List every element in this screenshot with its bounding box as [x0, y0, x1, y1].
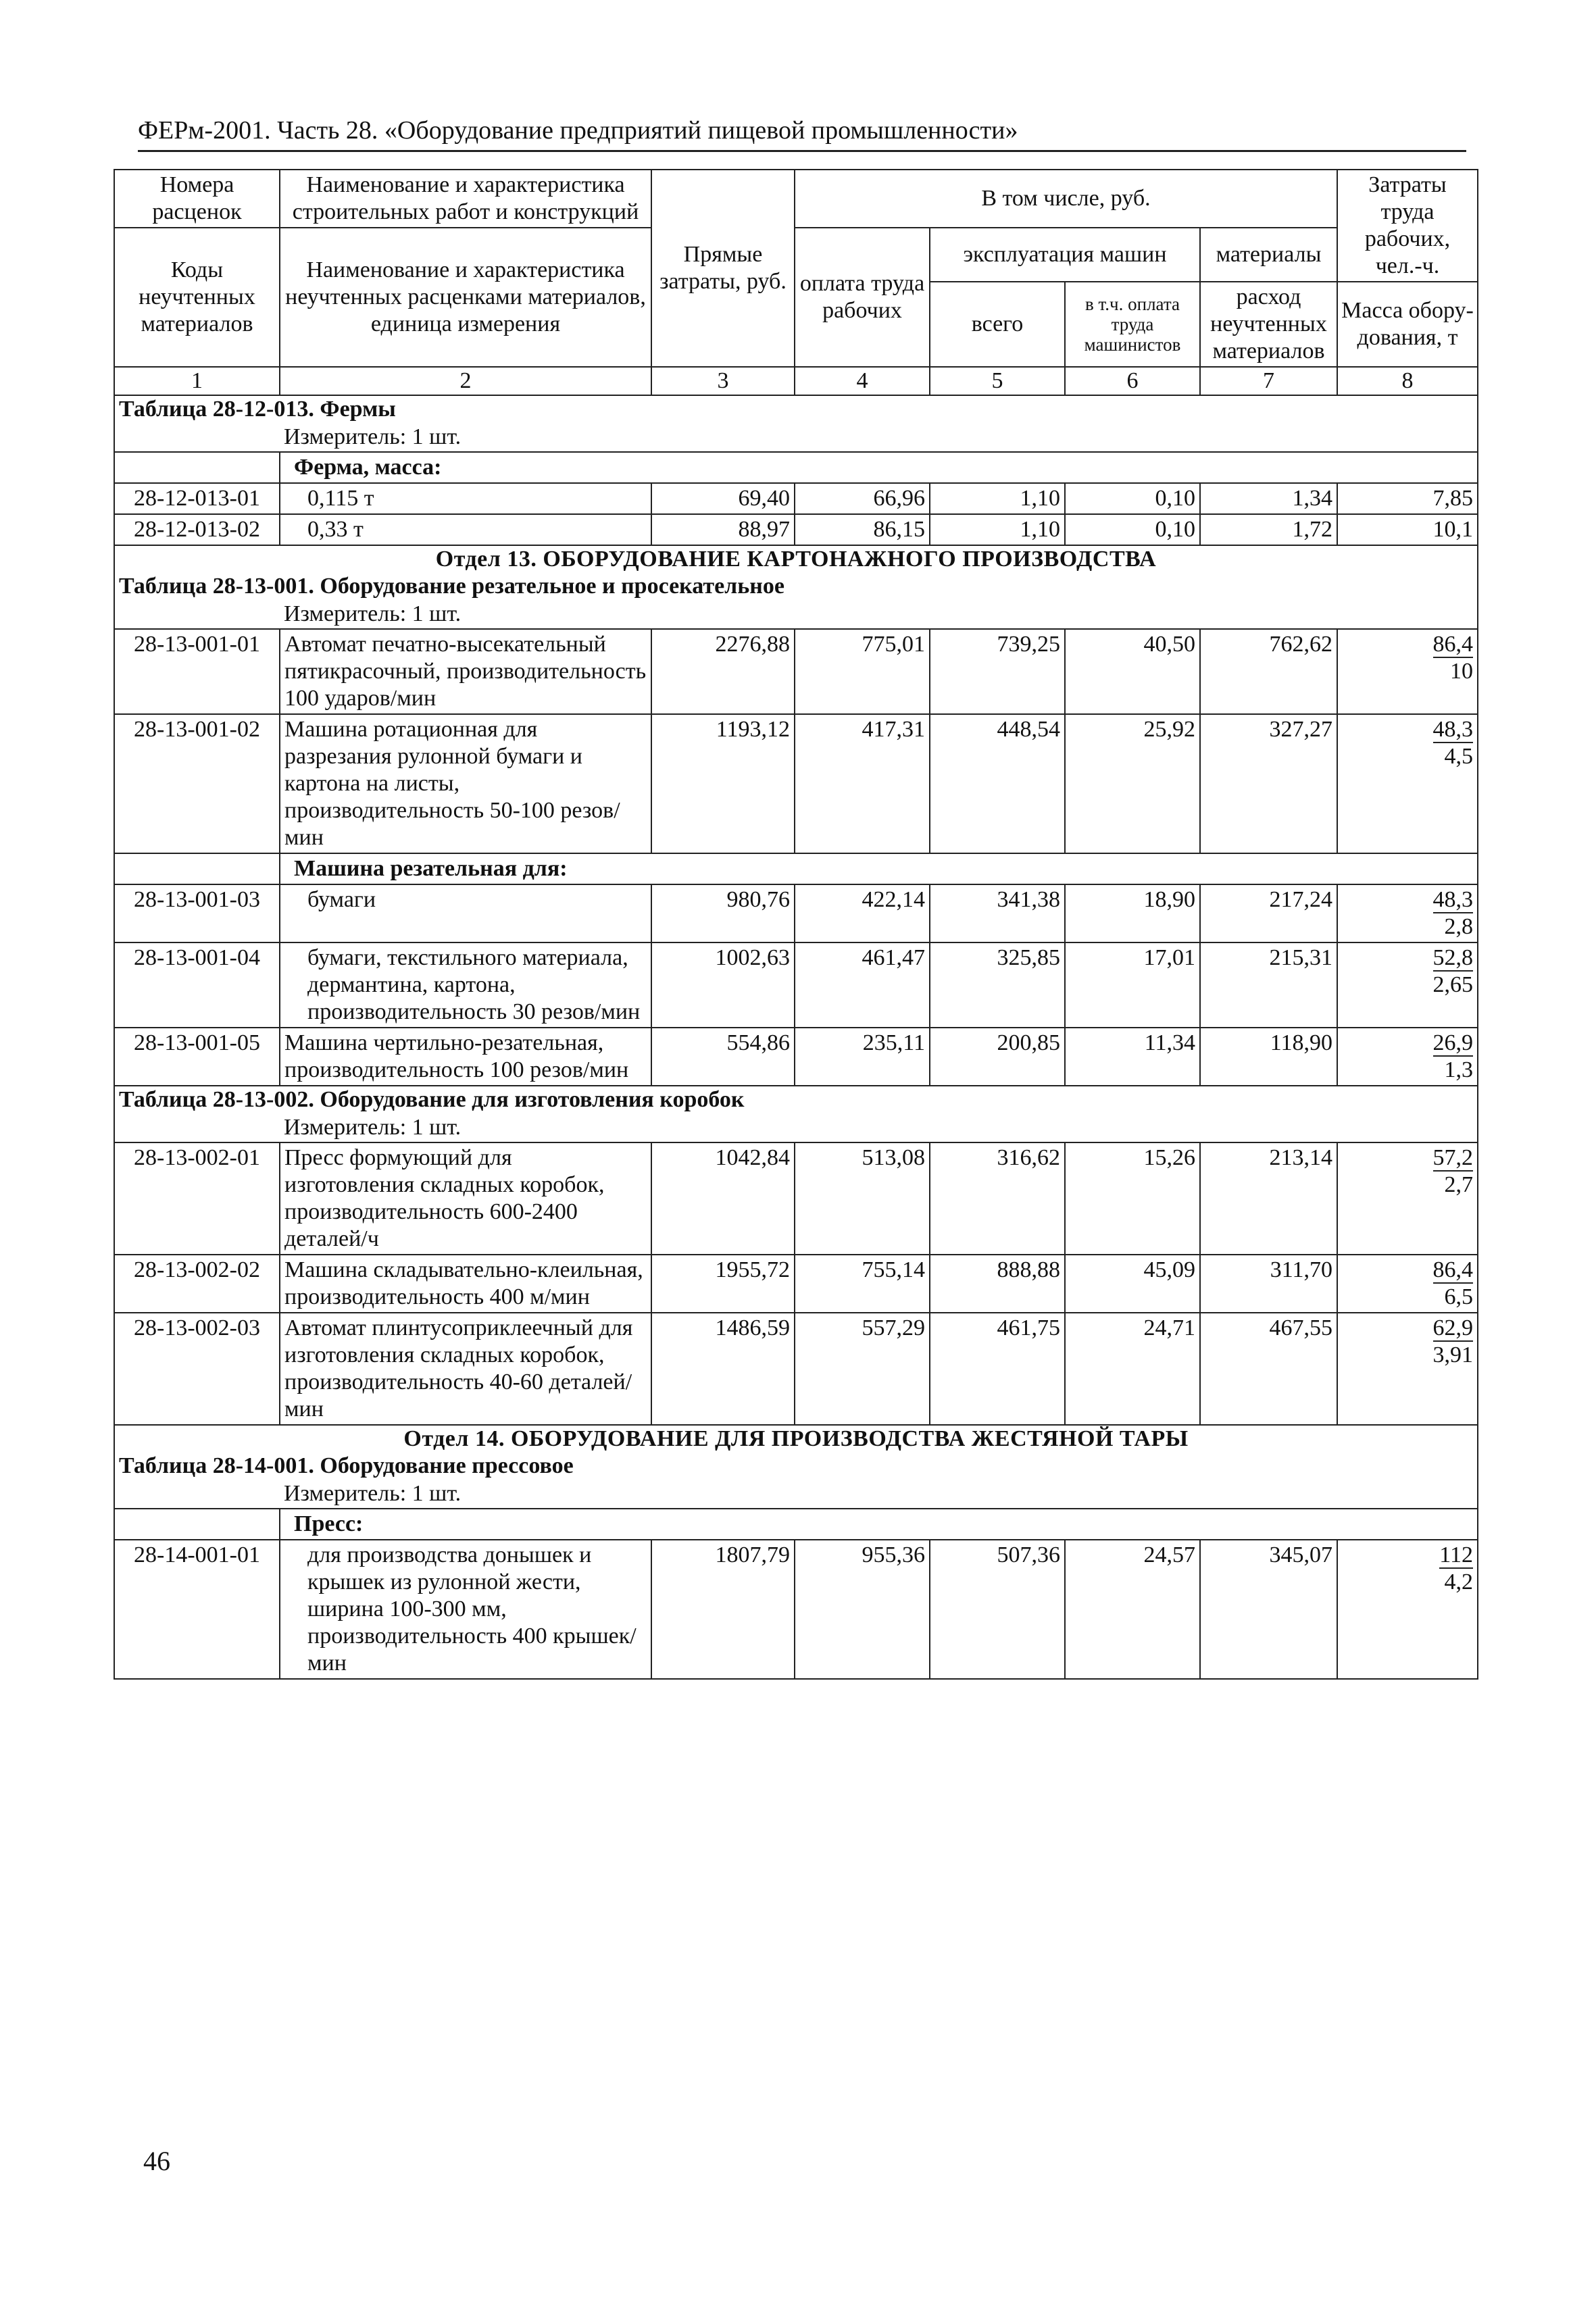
direct-costs: 1042,84 — [651, 1142, 795, 1255]
materials: 118,90 — [1200, 1028, 1337, 1086]
direct-costs: 69,40 — [651, 483, 795, 514]
machine-total: 739,25 — [930, 629, 1065, 714]
rate-code: 28-13-001-01 — [114, 629, 280, 714]
labor-pay: 235,11 — [795, 1028, 930, 1086]
rate-name: 0,115 т — [280, 483, 651, 514]
group-code-spacer — [114, 853, 280, 884]
materials: 327,27 — [1200, 714, 1337, 853]
rate-code: 28-13-001-04 — [114, 942, 280, 1028]
labor-pay: 755,14 — [795, 1255, 930, 1313]
table-row — [114, 1028, 1478, 1086]
labor-hours: 62,9 — [1432, 1315, 1473, 1340]
col-index: 5 — [930, 367, 1065, 395]
equipment-mass: 2,7 — [1444, 1172, 1473, 1197]
measure-spacer — [114, 1113, 280, 1142]
rate-name: бумаги, текстильного материала, дермантина, картона, производительность 30 резов/мин — [280, 942, 651, 1028]
labor-hours-mass — [1337, 629, 1478, 714]
labor-hours-mass — [1337, 884, 1478, 942]
materials: 217,24 — [1200, 884, 1337, 942]
machinist-pay: 25,92 — [1065, 714, 1200, 853]
direct-costs: 1002,63 — [651, 942, 795, 1028]
col-index: 8 — [1337, 367, 1478, 395]
col-index: 6 — [1065, 367, 1200, 395]
header-direct: Прямые затраты, руб. — [651, 170, 795, 367]
rate-name: Автомат печатно-высекательный пятикрасочный, производительность 100 ударов/мин — [280, 629, 651, 714]
materials: 1,72 — [1200, 514, 1337, 545]
machine-total: 888,88 — [930, 1255, 1065, 1313]
group-code-spacer — [114, 452, 280, 483]
machinist-pay: 40,50 — [1065, 629, 1200, 714]
equipment-mass: 4,2 — [1444, 1569, 1473, 1594]
labor-pay: 422,14 — [795, 884, 930, 942]
labor-hours-mass — [1337, 1028, 1478, 1086]
header-hours: Затраты труда рабочих, чел.-ч. — [1337, 170, 1478, 282]
table-caption: Таблица 28-13-001. Оборудование резательное и просекательное — [114, 573, 1478, 600]
measure-spacer — [114, 423, 280, 452]
labor-hours: 112 — [1439, 1542, 1473, 1567]
measure-spacer — [114, 600, 280, 629]
machine-total: 341,38 — [930, 884, 1065, 942]
rate-code: 28-12-013-01 — [114, 483, 280, 514]
rate-code: 28-13-001-05 — [114, 1028, 280, 1086]
table-row — [114, 1255, 1478, 1313]
labor-pay: 557,29 — [795, 1313, 930, 1425]
direct-costs: 554,86 — [651, 1028, 795, 1086]
labor-hours: 48,3 — [1432, 887, 1473, 912]
rate-name: Машина ротационная для разрезания рулонной бумаги и картона на листы, производительность 50-100 резов/мин — [280, 714, 651, 853]
table-measure: Измеритель: 1 шт. — [280, 1113, 651, 1142]
materials: 311,70 — [1200, 1255, 1337, 1313]
machine-total: 507,36 — [930, 1540, 1065, 1679]
rate-code: 28-13-002-01 — [114, 1142, 280, 1255]
section-title: Отдел 13. ОБОРУДОВАНИЕ КАРТОНАЖНОГО ПРОИЗВОДСТВА — [114, 545, 1478, 573]
table-measure: Измеритель: 1 шт. — [280, 423, 651, 452]
labor-hours-mass — [1337, 1255, 1478, 1313]
table-row — [114, 714, 1478, 853]
col-index: 7 — [1200, 367, 1337, 395]
table-caption: Таблица 28-13-002. Оборудование для изготовления коробок — [114, 1086, 1478, 1113]
machinist-pay: 24,71 — [1065, 1313, 1200, 1425]
materials: 215,31 — [1200, 942, 1337, 1028]
rate-code: 28-12-013-02 — [114, 514, 280, 545]
labor-pay: 513,08 — [795, 1142, 930, 1255]
labor-hours: 86,4 — [1432, 632, 1473, 657]
measure-spacer — [651, 1480, 1478, 1509]
rate-name: Пресс формующий для изготовления складных коробок, производительность 600-2400 деталей/ч — [280, 1142, 651, 1255]
rate-code: 28-13-001-03 — [114, 884, 280, 942]
direct-costs: 980,76 — [651, 884, 795, 942]
rate-name: 0,33 т — [280, 514, 651, 545]
group-label: Машина резательная для: — [280, 853, 1478, 884]
labor-hours: 48,3 — [1432, 717, 1473, 742]
header-codes-top: Номера расценок — [114, 170, 280, 228]
table-measure: Измеритель: 1 шт. — [280, 600, 651, 629]
table-row — [114, 629, 1478, 714]
rate-code: 28-13-001-02 — [114, 714, 280, 853]
labor-pay: 461,47 — [795, 942, 930, 1028]
col-index: 1 — [114, 367, 280, 395]
rate-code: 28-14-001-01 — [114, 1540, 280, 1679]
labor-hours: 52,8 — [1432, 945, 1473, 970]
direct-costs: 88,97 — [651, 514, 795, 545]
materials: 213,14 — [1200, 1142, 1337, 1255]
labor-pay: 955,36 — [795, 1540, 930, 1679]
header-mach-labor: в т.ч. оплата труда машинистов — [1065, 282, 1200, 367]
group-code-spacer — [114, 1509, 280, 1540]
machinist-pay: 24,57 — [1065, 1540, 1200, 1679]
rate-code: 28-13-002-02 — [114, 1255, 280, 1313]
equipment-mass: 6,5 — [1444, 1284, 1473, 1309]
machinist-pay: 45,09 — [1065, 1255, 1200, 1313]
labor-hours-mass — [1337, 514, 1478, 545]
labor-hours-mass — [1337, 1540, 1478, 1679]
header-name-bottom: Наименование и характеристика неучтенных расценками материалов, единица измерения — [280, 228, 651, 367]
materials: 345,07 — [1200, 1540, 1337, 1679]
labor-hours-mass — [1337, 483, 1478, 514]
page-number: 46 — [143, 2146, 170, 2176]
header-mat: расход неучтенных материалов — [1200, 282, 1337, 367]
table-caption: Таблица 28-14-001. Оборудование прессовое — [114, 1453, 1478, 1480]
equipment-mass: 3,91 — [1432, 1342, 1473, 1367]
direct-costs: 1193,12 — [651, 714, 795, 853]
equipment-mass: 10 — [1450, 659, 1473, 684]
table-row — [114, 884, 1478, 942]
col-index: 4 — [795, 367, 930, 395]
rate-name: Машина чертильно-резательная, производительность 100 резов/мин — [280, 1028, 651, 1086]
machinist-pay: 0,10 — [1065, 483, 1200, 514]
direct-costs: 1486,59 — [651, 1313, 795, 1425]
labor-hours: 10,1 — [1432, 517, 1473, 542]
measure-spacer — [651, 600, 1478, 629]
machine-total: 1,10 — [930, 514, 1065, 545]
header-group-mach: эксплуатация машин — [930, 228, 1200, 282]
table-row — [114, 1142, 1478, 1255]
direct-costs: 2276,88 — [651, 629, 795, 714]
equipment-mass: 1,3 — [1444, 1057, 1473, 1082]
header-group-mat: материалы — [1200, 228, 1337, 282]
rate-code: 28-13-002-03 — [114, 1313, 280, 1425]
rate-name: бумаги — [280, 884, 651, 942]
column-index-row — [114, 367, 1478, 395]
measure-spacer — [651, 1113, 1478, 1142]
machinist-pay: 11,34 — [1065, 1028, 1200, 1086]
rate-name: для производства донышек и крышек из рулонной жести, ширина 100-300 мм, производительность 400 крышек/мин — [280, 1540, 651, 1679]
direct-costs: 1955,72 — [651, 1255, 795, 1313]
table-measure: Измеритель: 1 шт. — [280, 1480, 651, 1509]
table-row — [114, 1540, 1478, 1679]
measure-spacer — [114, 1480, 280, 1509]
labor-hours-mass — [1337, 714, 1478, 853]
table-row — [114, 1313, 1478, 1425]
equipment-mass: 2,65 — [1432, 972, 1473, 997]
direct-costs: 1807,79 — [651, 1540, 795, 1679]
header-mass: Масса обору-дования, т — [1337, 282, 1478, 367]
group-label: Пресс: — [280, 1509, 1478, 1540]
machine-total: 461,75 — [930, 1313, 1065, 1425]
group-label: Ферма, масса: — [280, 452, 1478, 483]
rates-table — [114, 169, 1478, 1680]
labor-hours: 7,85 — [1432, 486, 1473, 511]
section-title: Отдел 14. ОБОРУДОВАНИЕ ДЛЯ ПРОИЗВОДСТВА ЖЕСТЯНОЙ ТАРЫ — [114, 1425, 1478, 1453]
machine-total: 1,10 — [930, 483, 1065, 514]
table-row — [114, 483, 1478, 514]
materials: 467,55 — [1200, 1313, 1337, 1425]
header-labor: оплата труда рабочих — [795, 228, 930, 367]
equipment-mass: 2,8 — [1444, 914, 1473, 939]
header-group-incl: В том числе, руб. — [795, 170, 1337, 228]
header-name-top: Наименование и характеристика строительных работ и конструкций — [280, 170, 651, 228]
machine-total: 448,54 — [930, 714, 1065, 853]
labor-pay: 417,31 — [795, 714, 930, 853]
table-caption: Таблица 28-12-013. Фермы — [114, 395, 1478, 423]
measure-spacer — [651, 423, 1478, 452]
machine-total: 200,85 — [930, 1028, 1065, 1086]
labor-hours: 26,9 — [1432, 1030, 1473, 1055]
machine-total: 325,85 — [930, 942, 1065, 1028]
rate-name: Машина складывательно-клеильная, производительность 400 м/мин — [280, 1255, 651, 1313]
materials: 762,62 — [1200, 629, 1337, 714]
labor-pay: 66,96 — [795, 483, 930, 514]
col-index: 2 — [280, 367, 651, 395]
materials: 1,34 — [1200, 483, 1337, 514]
labor-hours-mass — [1337, 1142, 1478, 1255]
equipment-mass: 4,5 — [1444, 744, 1473, 769]
labor-hours: 57,2 — [1432, 1145, 1473, 1170]
labor-hours: 86,4 — [1432, 1257, 1473, 1282]
table-row — [114, 942, 1478, 1028]
machinist-pay: 18,90 — [1065, 884, 1200, 942]
col-index: 3 — [651, 367, 795, 395]
machinist-pay: 0,10 — [1065, 514, 1200, 545]
header-mach-total: всего — [930, 282, 1065, 367]
labor-pay: 775,01 — [795, 629, 930, 714]
labor-pay: 86,15 — [795, 514, 930, 545]
header-codes-bottom: Коды неучтенных материалов — [114, 228, 280, 367]
machinist-pay: 17,01 — [1065, 942, 1200, 1028]
table-row — [114, 514, 1478, 545]
rate-name: Автомат плинтусоприклеечный для изготовления складных коробок, производительность 40-60 деталей/мин — [280, 1313, 651, 1425]
machine-total: 316,62 — [930, 1142, 1065, 1255]
labor-hours-mass — [1337, 942, 1478, 1028]
machinist-pay: 15,26 — [1065, 1142, 1200, 1255]
labor-hours-mass — [1337, 1313, 1478, 1425]
running-header: ФЕРм-2001. Часть 28. «Оборудование предприятий пищевой промышленности» — [138, 114, 1466, 152]
